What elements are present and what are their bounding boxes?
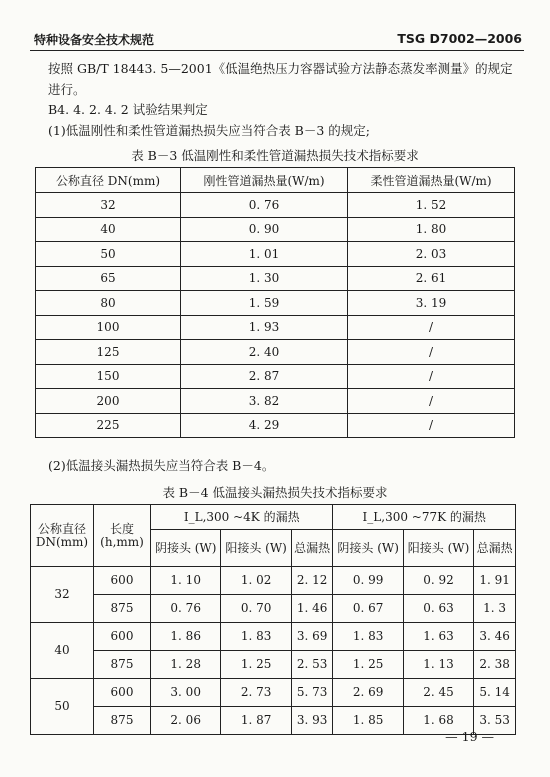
table-cell: 40 xyxy=(36,217,181,242)
table-cell: 1. 13 xyxy=(403,651,473,679)
table-cell: 1. 86 xyxy=(151,623,221,651)
section-heading: B4. 4. 2. 4. 2 试验结果判定 xyxy=(48,102,208,117)
table-cell: 0. 67 xyxy=(333,595,403,623)
table-row xyxy=(36,364,515,389)
table-cell-dn: 50 xyxy=(31,679,94,735)
table-cell: 1. 3 xyxy=(474,595,516,623)
table-cell: 5. 73 xyxy=(291,679,333,707)
table-cell: 1. 68 xyxy=(403,707,473,735)
table-cell: 125 xyxy=(36,340,181,365)
table-cell: 0. 76 xyxy=(151,595,221,623)
table-row xyxy=(31,595,516,623)
table-cell: 3. 82 xyxy=(181,389,348,414)
table-row xyxy=(36,291,515,316)
table-cell: 65 xyxy=(36,266,181,291)
item-2-text: (2)低温接头漏热损失应当符合表 B－4。 xyxy=(48,458,275,473)
table-cell: 2. 40 xyxy=(181,340,348,365)
table-b4 xyxy=(30,504,516,735)
table-cell: 875 xyxy=(94,595,151,623)
column-header: 阳接头 (W) xyxy=(403,530,473,567)
table-cell: 2. 03 xyxy=(348,242,515,267)
table-cell: 2. 73 xyxy=(221,679,291,707)
table-cell: 0. 76 xyxy=(181,193,348,218)
table-cell: 1. 83 xyxy=(221,623,291,651)
table-cell: 3. 00 xyxy=(151,679,221,707)
table-cell: 32 xyxy=(36,193,181,218)
column-header: 阴接头 (W) xyxy=(151,530,221,567)
table-cell: 100 xyxy=(36,315,181,340)
table-cell: 1. 80 xyxy=(348,217,515,242)
table-row xyxy=(31,623,516,651)
table-header-row xyxy=(36,168,515,193)
table-cell: 2. 53 xyxy=(291,651,333,679)
table-cell-dn: 40 xyxy=(31,623,94,679)
table-row xyxy=(36,266,515,291)
column-group-header-4k: I_L,300 ~4K 的漏热 xyxy=(151,505,333,530)
table-cell: 3. 69 xyxy=(291,623,333,651)
table-cell: 1. 01 xyxy=(181,242,348,267)
table-cell: / xyxy=(348,389,515,414)
table-cell: 600 xyxy=(94,567,151,595)
table-cell: 3. 19 xyxy=(348,291,515,316)
running-header xyxy=(30,26,524,51)
column-header: 总漏热 xyxy=(291,530,333,567)
table-row xyxy=(31,679,516,707)
table-cell: 1. 25 xyxy=(221,651,291,679)
header-standard-code: TSG D7002—2006 xyxy=(397,31,522,46)
item-1-text: (1)低温刚性和柔性管道漏热损失应当符合表 B－3 的规定; xyxy=(48,123,371,138)
table-cell: 2. 69 xyxy=(333,679,403,707)
table-cell: 875 xyxy=(94,651,151,679)
table-b4-caption: 表 B－4 低温接头漏热损失技术指标要求 xyxy=(162,485,388,500)
table-header-row xyxy=(31,505,516,530)
table-cell: 600 xyxy=(94,679,151,707)
table-cell: 1. 93 xyxy=(181,315,348,340)
table-cell: 1. 52 xyxy=(348,193,515,218)
table-cell: 3. 93 xyxy=(291,707,333,735)
column-header-dn: 公称直径 DN(mm) xyxy=(31,505,94,567)
table-cell: 1. 10 xyxy=(151,567,221,595)
column-header: 柔性管道漏热量(W/m) xyxy=(348,168,515,193)
table-cell: / xyxy=(348,413,515,438)
table-cell: 80 xyxy=(36,291,181,316)
table-cell: / xyxy=(348,364,515,389)
table-cell: / xyxy=(348,315,515,340)
table-cell: 50 xyxy=(36,242,181,267)
table-cell: 600 xyxy=(94,623,151,651)
table-cell: 875 xyxy=(94,707,151,735)
table-cell: 1. 91 xyxy=(474,567,516,595)
table-row xyxy=(36,389,515,414)
table-row xyxy=(36,340,515,365)
table-cell: 1. 46 xyxy=(291,595,333,623)
table-cell: 1. 63 xyxy=(403,623,473,651)
column-header: 公称直径 DN(mm) xyxy=(36,168,181,193)
table-cell: 0. 90 xyxy=(181,217,348,242)
table-cell-dn: 32 xyxy=(31,567,94,623)
table-cell: 3. 53 xyxy=(474,707,516,735)
table-cell: 0. 92 xyxy=(403,567,473,595)
table-row xyxy=(36,193,515,218)
table-cell: 4. 29 xyxy=(181,413,348,438)
table-row xyxy=(36,242,515,267)
table-cell: 1. 25 xyxy=(333,651,403,679)
column-header-length: 长度 (h,mm) xyxy=(94,505,151,567)
page-number: — 19 — xyxy=(445,729,494,744)
table-cell: / xyxy=(348,340,515,365)
table-row xyxy=(36,315,515,340)
paragraph-method-line2: 进行。 xyxy=(48,82,86,97)
table-cell: 1. 83 xyxy=(333,623,403,651)
table-row xyxy=(36,413,515,438)
table-b3-caption: 表 B－3 低温刚性和柔性管道漏热损失技术指标要求 xyxy=(131,148,419,163)
column-header: 总漏热 xyxy=(474,530,516,567)
column-group-header-77k: I_L,300 ~77K 的漏热 xyxy=(333,505,516,530)
table-cell: 150 xyxy=(36,364,181,389)
table-row xyxy=(31,651,516,679)
table-cell: 1. 59 xyxy=(181,291,348,316)
paragraph-method-line1: 按照 GB/T 18443. 5—2001《低温绝热压力容器试验方法静态蒸发率测量》的规定 xyxy=(48,61,513,76)
table-cell: 1. 85 xyxy=(333,707,403,735)
table-cell: 225 xyxy=(36,413,181,438)
table-cell: 2. 12 xyxy=(291,567,333,595)
column-header: 阴接头 (W) xyxy=(333,530,403,567)
column-header: 阳接头 (W) xyxy=(221,530,291,567)
table-cell: 0. 70 xyxy=(221,595,291,623)
table-cell: 2. 45 xyxy=(403,679,473,707)
table-row xyxy=(36,217,515,242)
table-b3 xyxy=(35,167,515,438)
table-cell: 1. 30 xyxy=(181,266,348,291)
table-cell: 2. 87 xyxy=(181,364,348,389)
table-row xyxy=(31,567,516,595)
header-title: 特种设备安全技术规范 xyxy=(34,33,155,47)
table-row xyxy=(31,707,516,735)
table-cell: 1. 87 xyxy=(221,707,291,735)
column-header: 刚性管道漏热量(W/m) xyxy=(181,168,348,193)
table-cell: 2. 38 xyxy=(474,651,516,679)
table-cell: 2. 61 xyxy=(348,266,515,291)
table-cell: 5. 14 xyxy=(474,679,516,707)
table-cell: 3. 46 xyxy=(474,623,516,651)
table-cell: 1. 28 xyxy=(151,651,221,679)
table-cell: 2. 06 xyxy=(151,707,221,735)
table-cell: 200 xyxy=(36,389,181,414)
table-cell: 0. 63 xyxy=(403,595,473,623)
table-cell: 0. 99 xyxy=(333,567,403,595)
table-cell: 1. 02 xyxy=(221,567,291,595)
